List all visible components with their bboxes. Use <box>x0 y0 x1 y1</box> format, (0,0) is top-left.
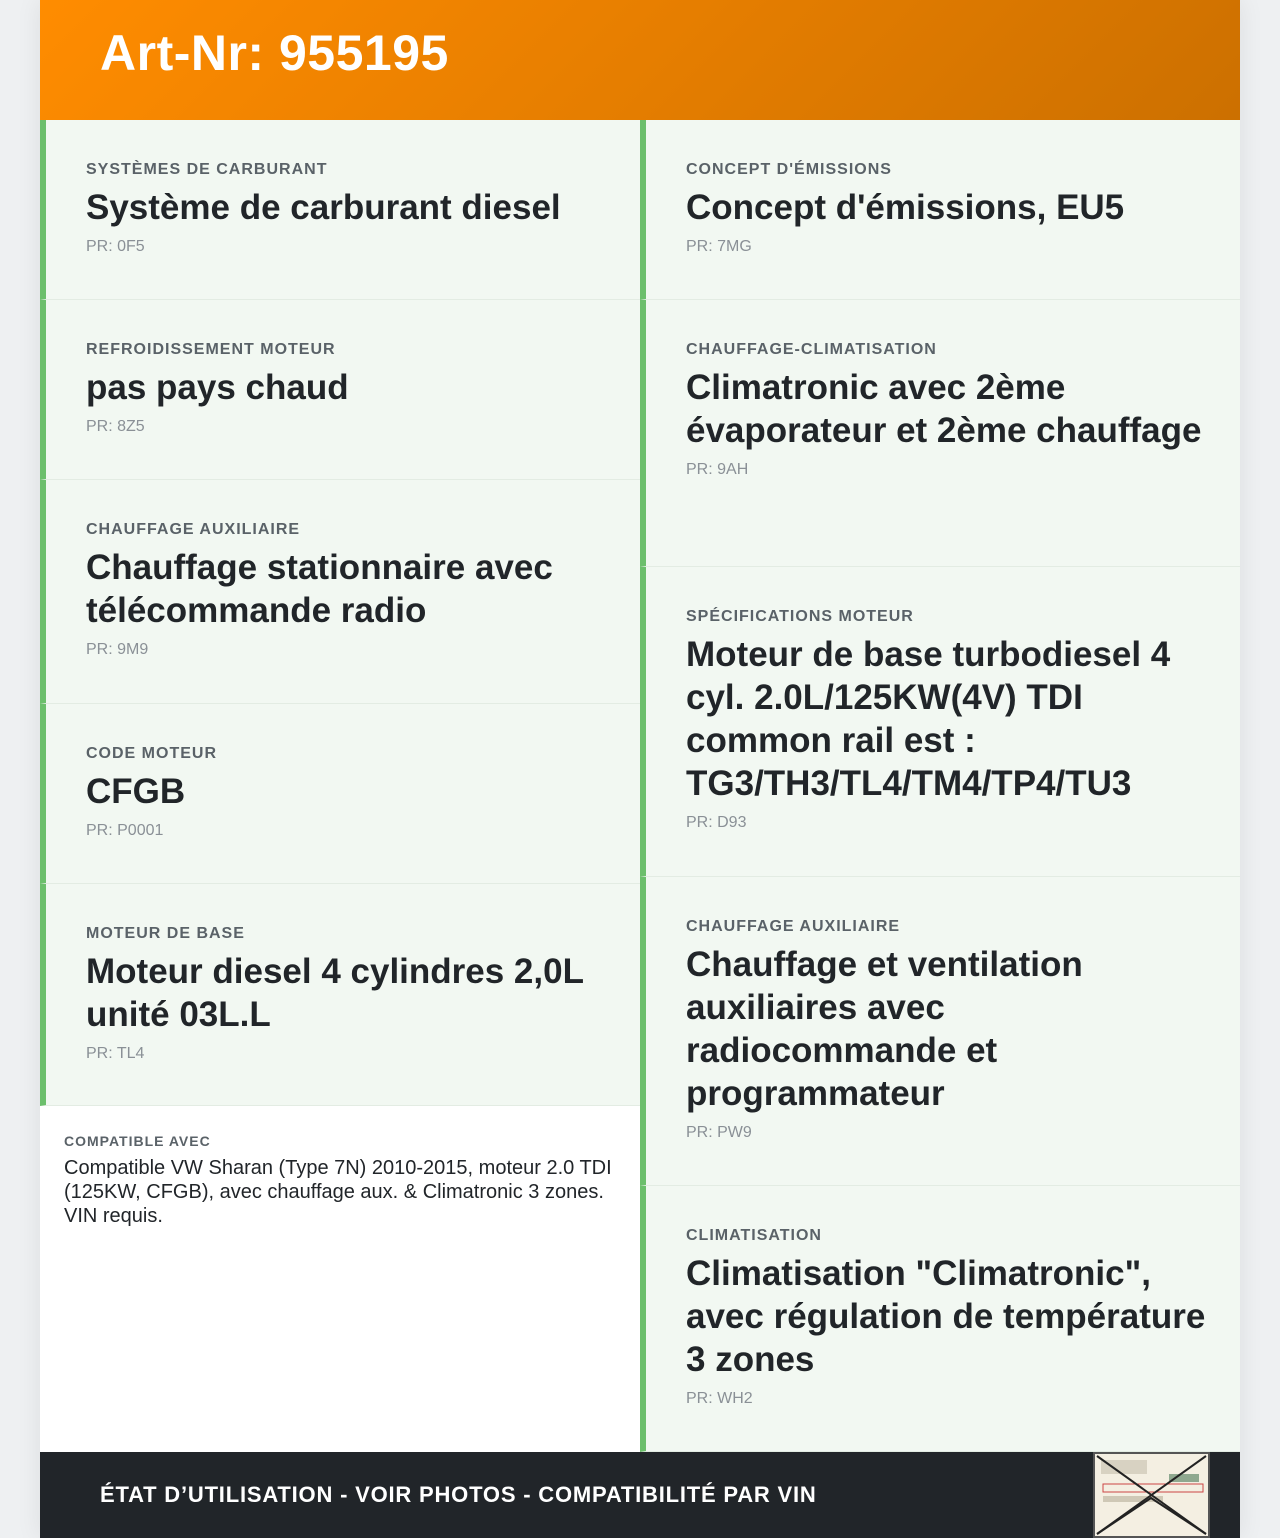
spec-value: Moteur diesel 4 cylindres 2,0L unité 03L.L <box>86 952 584 1034</box>
article-number-title: Art-Nr: 955195 <box>100 25 449 81</box>
vehicle-label-photo-icon[interactable] <box>1093 1452 1210 1538</box>
spec-label: CLIMATISATION <box>686 1227 822 1244</box>
spec-label: CHAUFFAGE AUXILIAIRE <box>686 918 901 935</box>
spec-pr-code: PR: TL4 <box>86 1045 145 1062</box>
spec-value: Climatisation "Climatronic", avec régulation de température 3 zones <box>686 1254 1206 1379</box>
spec-label: CHAUFFAGE-CLIMATISATION <box>686 341 937 358</box>
spec-pr-code: PR: PW9 <box>686 1124 752 1141</box>
footer-condition-text: ÉTAT D’UTILISATION - VOIR PHOTOS - COMPATIBILITÉ PAR VIN <box>100 1482 817 1507</box>
specs-column-left <box>40 120 640 1106</box>
spec-value: Système de carburant diesel <box>86 188 561 227</box>
spec-label: SPÉCIFICATIONS MOTEUR <box>686 608 914 625</box>
spec-card <box>40 480 640 704</box>
spec-card <box>640 120 1240 300</box>
spec-label: SYSTÈMES DE CARBURANT <box>86 161 328 178</box>
compatibility-label: COMPATIBLE AVEC <box>64 1133 211 1149</box>
spec-pr-code: PR: 7MG <box>686 238 752 255</box>
spec-pr-code: PR: WH2 <box>686 1390 753 1407</box>
spec-card <box>640 300 1240 567</box>
specs-column-right <box>640 120 1240 1452</box>
spec-pr-code: PR: D93 <box>686 814 747 831</box>
spec-pr-code: PR: P0001 <box>86 822 164 839</box>
header-banner <box>40 0 1240 120</box>
spec-card <box>40 120 640 300</box>
product-sheet <box>40 0 1240 1538</box>
spec-label: CHAUFFAGE AUXILIAIRE <box>86 521 301 538</box>
footer-bar <box>40 1452 1240 1538</box>
compatibility-section <box>40 1106 640 1452</box>
spec-value: Moteur de base turbodiesel 4 cyl. 2.0L/125KW(4V) TDI common rail est : TG3/TH3/TL4/TM4/TP4/TU3 <box>686 635 1171 803</box>
spec-card <box>640 877 1240 1186</box>
spec-value: Chauffage et ventilation auxiliaires avec radiocommande et programmateur <box>686 945 1083 1113</box>
spec-value: Chauffage stationnaire avec télécommande radio <box>86 548 553 630</box>
spec-value: CFGB <box>86 772 186 811</box>
spec-card <box>40 300 640 480</box>
spec-pr-code: PR: 0F5 <box>86 238 145 255</box>
vehicle-label-photo-graphic <box>1095 1454 1208 1536</box>
spec-pr-code: PR: 9M9 <box>86 641 149 658</box>
spec-label: CONCEPT D'ÉMISSIONS <box>686 161 892 178</box>
spec-card <box>40 704 640 884</box>
compatibility-text: Compatible VW Sharan (Type 7N) 2010-2015, moteur 2.0 TDI (125KW, CFGB), avec chauffage aux. & Climatronic 3 zones. VIN requis. <box>64 1157 612 1227</box>
spec-card <box>640 1186 1240 1452</box>
spec-value: Concept d'émissions, EU5 <box>686 188 1125 227</box>
spec-label: MOTEUR DE BASE <box>86 925 245 942</box>
spec-value: Climatronic avec 2ème évaporateur et 2ème chauffage <box>686 368 1202 450</box>
spec-label: REFROIDISSEMENT MOTEUR <box>86 341 336 358</box>
spec-value: pas pays chaud <box>86 368 349 407</box>
spec-card <box>640 567 1240 877</box>
spec-label: CODE MOTEUR <box>86 745 217 762</box>
spec-pr-code: PR: 9AH <box>686 461 749 478</box>
spec-pr-code: PR: 8Z5 <box>86 418 145 435</box>
spec-card <box>40 884 640 1106</box>
